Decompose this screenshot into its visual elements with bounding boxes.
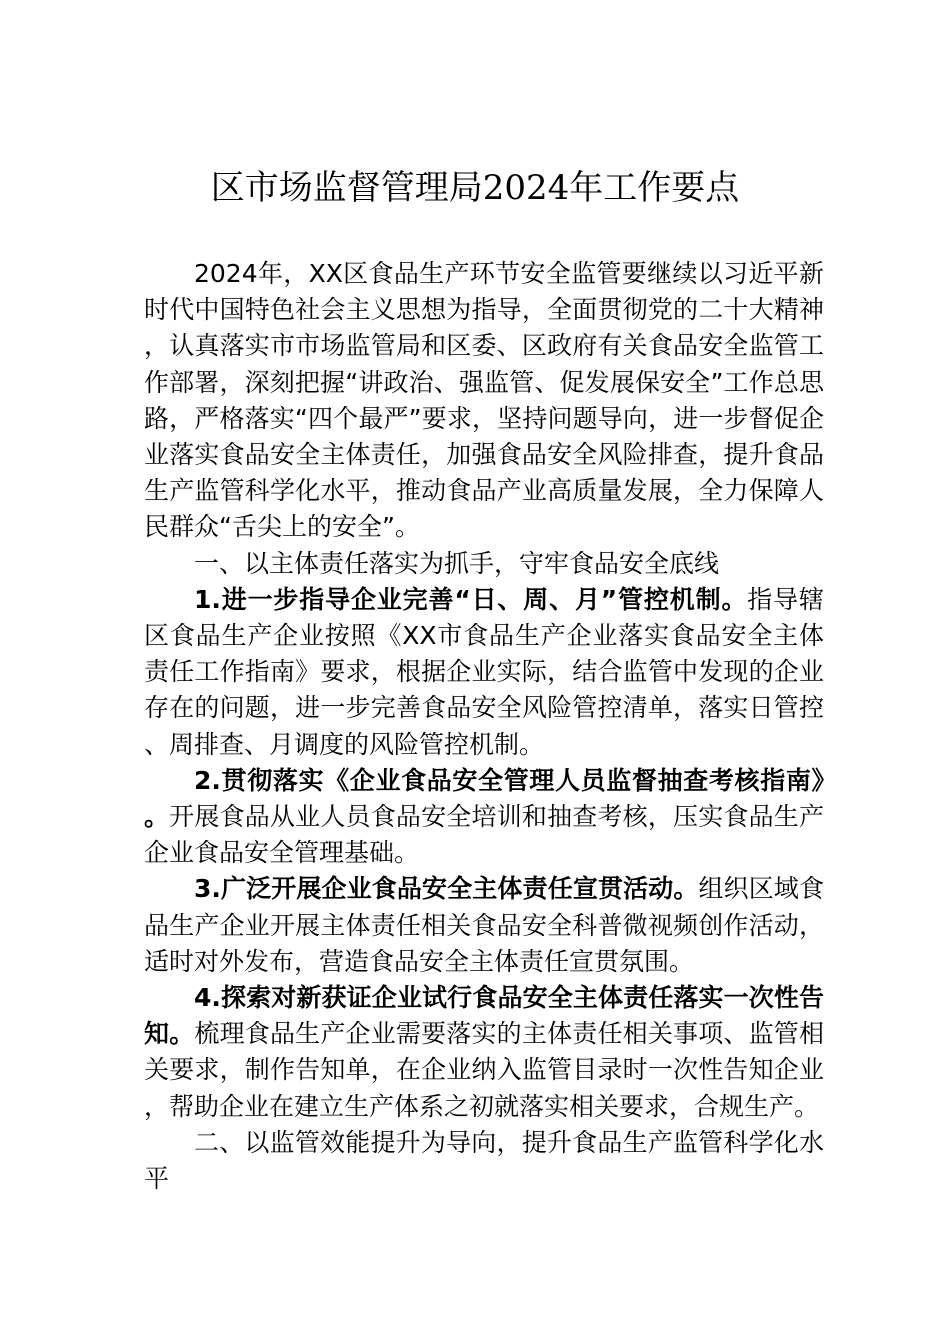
- section-heading-1: 一、以主体责任落实为抓手，守牢食品安全底线: [194, 548, 720, 578]
- item-lead-4: 4.探索对新获证企业试行食品安全主体责任落实一次性告知。: [144, 983, 824, 1049]
- item-lead-1: 1.进一步指导企业完善“日、周、月”管控机制。: [194, 584, 748, 614]
- item-paragraph-2: [144, 763, 824, 872]
- item-text-2: 开展食品从业人员食品安全培训和抽查考核，压实食品生产企业食品安全管理基础。: [144, 802, 824, 868]
- item-lead-2: 2.贯彻落实《企业食品安全管理人员监督抽查考核指南》。: [144, 765, 824, 832]
- intro-paragraph: 2024年，XX区食品生产环节安全监管要继续以习近平新时代中国特色社会主义思想为指导，全面贯彻党的二十大精神，认真落实市市场监管局和区委、区政府有关食品安全监管工作部署，深刻把握“讲政治、强监管、促发展保安全”工作总思路，严格落实“四个最严”要求，坚持问题导向，进一步督促企业落实食品安全主体责任，加强食品安全风险排查，提升食品生产监管科学化水平，推动食品产业高质量发展，全力保障人民群众“舌尖上的安全”。: [144, 259, 824, 542]
- item-lead-3: 3.广泛开展企业食品安全主体责任宣贯活动。: [194, 874, 699, 904]
- item-text-4: 梳理食品生产企业需要落实的主体责任相关事项、监管相关要求，制作告知单，在企业纳入监管目录时一次性告知企业，帮助企业在建立生产体系之初就落实相关要求，合规生产。: [144, 1019, 824, 1121]
- document-title: 区市场监督管理局2024年工作要点: [210, 168, 740, 208]
- item-paragraph-3: [144, 871, 824, 980]
- item-text-1: 指导辖区食品生产企业按照《XX市食品生产企业落实食品安全主体责任工作指南》要求，根据企业实际，结合监管中发现的企业存在的问题，进一步完善食品安全风险管控清单，落实日管控、周排查、月调度的风险管控机制。: [144, 584, 824, 759]
- item-paragraph-1: [144, 582, 824, 763]
- item-text-3: 组织区域食品生产企业开展主体责任相关食品安全科普微视频创作活动，适时对外发布，营造食品安全主体责任宣贯氛围。: [144, 874, 824, 976]
- section-heading-2: 二、以监管效能提升为导向，提升食品生产监管科学化水平: [144, 1127, 824, 1194]
- item-paragraph-4: [144, 980, 824, 1125]
- document-body: [144, 256, 824, 1197]
